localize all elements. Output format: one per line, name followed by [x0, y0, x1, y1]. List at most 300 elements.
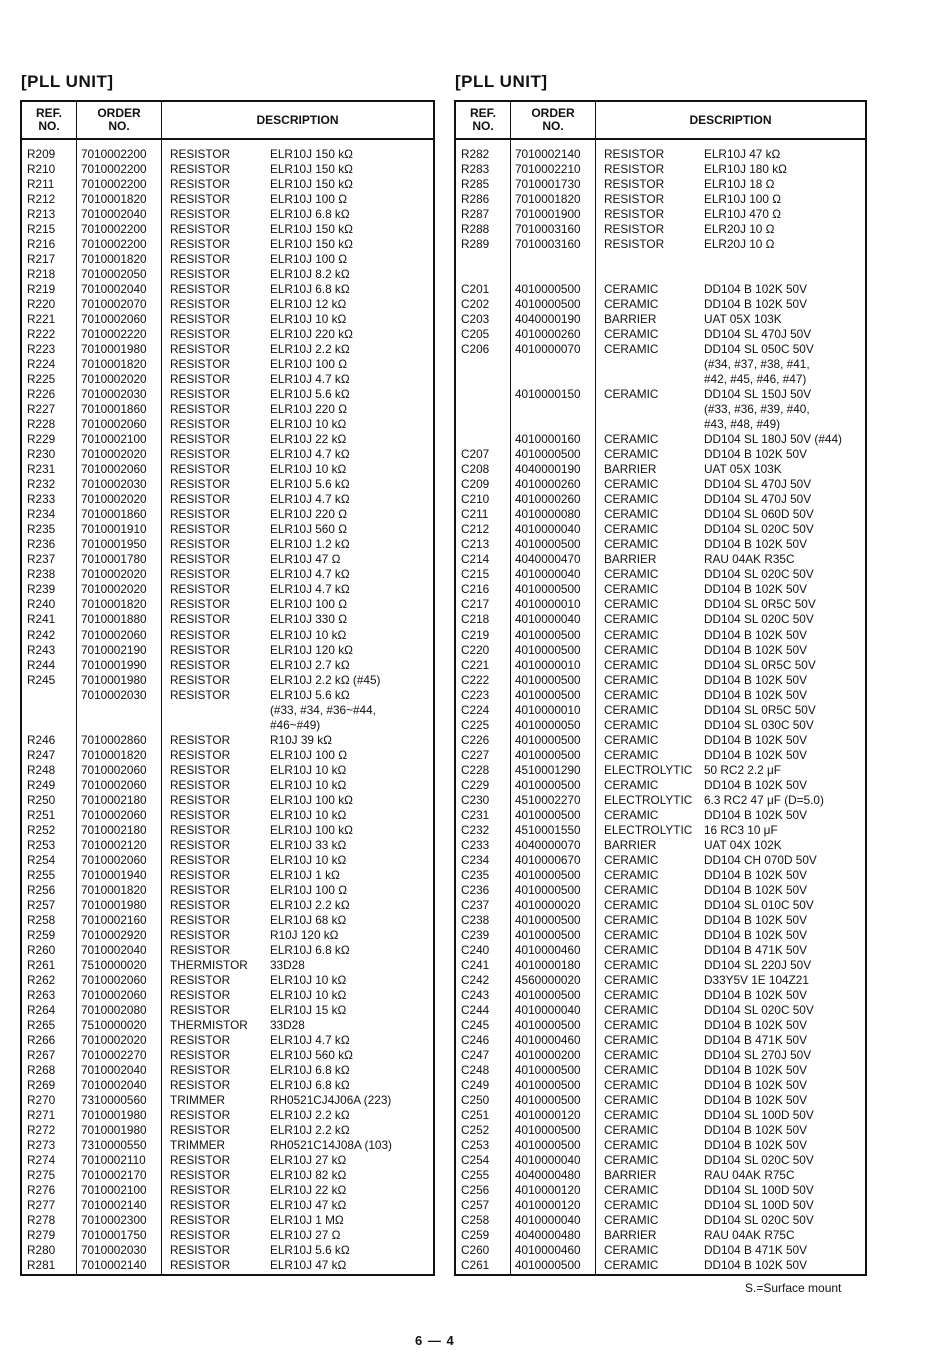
column-divider	[161, 102, 162, 1274]
order-no-cell: 4010000500	[515, 1258, 581, 1273]
table-row	[22, 492, 433, 507]
part-type-cell: CERAMIC	[604, 612, 659, 627]
ref-no-cell: C247	[461, 1047, 490, 1062]
part-type-cell: RESISTOR	[170, 1108, 231, 1122]
part-type-cell: CERAMIC	[604, 927, 659, 942]
part-spec-cell: DD104 SL 020C 50V	[704, 567, 814, 582]
ref-no-cell: R278	[27, 1213, 56, 1228]
part-spec-cell: 33D28	[270, 1017, 305, 1032]
part-type-cell: RESISTOR	[170, 1258, 231, 1273]
part-spec-cell: DD104 CH 070D 50V	[704, 852, 817, 867]
table-row	[456, 1063, 865, 1078]
part-type-cell: RESISTOR	[604, 147, 665, 161]
order-no-cell: 7010002190	[81, 642, 147, 657]
part-type-cell: RESISTOR	[170, 252, 231, 267]
part-type-cell: ELECTROLYTIC	[604, 822, 693, 837]
table-row	[456, 838, 865, 853]
table-row	[456, 1093, 865, 1108]
order-no-cell: 7010002920	[81, 927, 147, 942]
order-no-cell: 4010000040	[515, 522, 581, 537]
part-type-cell: CERAMIC	[604, 777, 659, 792]
part-type-cell: RESISTOR	[170, 432, 231, 447]
part-type-cell: RESISTOR	[170, 762, 231, 777]
part-spec-cell: ELR20J 10 Ω	[704, 237, 775, 252]
table-row	[456, 688, 865, 703]
part-spec-cell: DD104 B 102K 50V	[704, 1138, 807, 1153]
part-type-cell	[596, 372, 700, 387]
ref-no-cell: R247	[27, 747, 56, 762]
table-row	[456, 177, 865, 192]
order-no-cell: 7010001820	[515, 192, 581, 207]
table-header	[456, 102, 865, 140]
part-type-cell: RESISTOR	[604, 222, 665, 237]
table-row	[22, 1108, 433, 1123]
ref-no-cell: C209	[461, 477, 490, 492]
part-spec-cell: ELR10J 2.7 kΩ	[270, 657, 350, 672]
ref-no-cell: R259	[27, 927, 56, 942]
part-type-cell: RESISTOR	[170, 357, 231, 372]
ref-no-cell: R283	[461, 162, 490, 177]
part-spec-cell: DD104 B 102K 50V	[704, 537, 807, 552]
table-row	[456, 462, 865, 477]
order-no-cell: 7010002060	[81, 987, 147, 1002]
part-spec-cell: ELR10J 220 kΩ	[270, 327, 353, 342]
ref-no-cell: C234	[461, 852, 490, 867]
table-row	[456, 312, 865, 327]
part-type-cell: RESISTOR	[170, 1077, 231, 1092]
ref-no-cell: C248	[461, 1062, 490, 1077]
part-spec-cell: ELR10J 220 Ω	[270, 507, 348, 522]
part-spec-cell: 6.3 RC2 47 μF (D=5.0)	[704, 792, 824, 807]
ref-no-cell: R264	[27, 1002, 56, 1017]
table-row	[456, 1018, 865, 1033]
part-type-cell: CERAMIC	[604, 807, 659, 822]
table-row	[456, 1138, 865, 1153]
table-row	[22, 1168, 433, 1183]
part-spec-cell: ELR10J 100 kΩ	[270, 822, 353, 837]
ref-no-cell: C220	[461, 642, 490, 657]
ref-no-cell: C260	[461, 1243, 490, 1258]
ref-no-cell: R215	[27, 222, 56, 237]
part-spec-cell: ELR10J 330 Ω	[270, 612, 348, 627]
column-divider	[595, 102, 596, 1274]
order-no-cell	[511, 372, 596, 387]
order-no-cell: 4010000500	[515, 747, 581, 762]
table-row	[456, 357, 865, 372]
part-spec-cell: DD104 SL 0R5C 50V	[704, 657, 816, 672]
part-type-cell: RESISTOR	[170, 897, 231, 912]
part-spec-cell: ELR10J 10 kΩ	[270, 987, 347, 1002]
table-row	[456, 402, 865, 417]
order-no-cell: 7010002170	[81, 1168, 147, 1183]
part-spec-cell: DD104 SL 010C 50V	[704, 897, 814, 912]
part-type-cell: CERAMIC	[604, 1108, 659, 1122]
table-row	[456, 793, 865, 808]
table-row	[22, 718, 433, 733]
part-type-cell: THERMISTOR	[170, 957, 248, 972]
part-type-cell: CERAMIC	[604, 447, 659, 462]
ref-no-cell: C253	[461, 1138, 490, 1153]
table-row	[456, 643, 865, 658]
ref-no-cell	[456, 402, 511, 417]
ref-no-cell: C256	[461, 1183, 490, 1198]
table-row	[22, 658, 433, 673]
part-type-cell: RESISTOR	[604, 162, 665, 177]
order-no-cell: 7010001980	[81, 1108, 147, 1122]
ref-no-cell: C237	[461, 897, 490, 912]
order-no-cell: 4510002270	[515, 792, 581, 807]
table-row	[22, 402, 433, 417]
order-no-cell: 4010000500	[515, 1123, 581, 1138]
footnote: S.=Surface mount	[745, 1281, 842, 1295]
order-no-cell: 4010000050	[515, 717, 581, 732]
table-row	[22, 462, 433, 477]
table-row	[456, 1228, 865, 1243]
order-no-cell: 4010000070	[515, 342, 581, 357]
order-no-cell: 4010000120	[515, 1198, 581, 1213]
ref-no-cell: C254	[461, 1153, 490, 1168]
part-type-cell	[596, 267, 700, 282]
order-no-cell: 7010001900	[515, 207, 581, 222]
part-spec-cell: DD104 B 102K 50V	[704, 882, 807, 897]
ref-no-cell: C239	[461, 927, 490, 942]
ref-no-cell: R211	[27, 177, 55, 192]
order-no-cell: 4010000500	[515, 732, 581, 747]
order-no-cell: 4010000200	[515, 1047, 581, 1062]
order-no-cell: 7010002030	[81, 687, 147, 702]
part-type-cell: CERAMIC	[604, 717, 659, 732]
part-type-cell: CERAMIC	[604, 1138, 659, 1153]
order-no-cell: 7010002040	[81, 282, 147, 297]
ref-no-cell: R231	[27, 462, 56, 477]
order-no-cell: 4010000500	[515, 582, 581, 597]
part-type-cell: RESISTOR	[170, 1198, 231, 1213]
column-divider	[76, 102, 77, 1274]
ref-no-cell: R279	[27, 1228, 56, 1243]
ref-no-cell: C245	[461, 1017, 490, 1032]
part-spec-cell: 50 RC2 2.2 μF	[704, 762, 781, 777]
order-no-cell: 4010000500	[515, 447, 581, 462]
part-spec-cell: ELR10J 5.6 kΩ	[270, 1243, 350, 1258]
part-type-cell: CERAMIC	[604, 522, 659, 537]
ref-no-cell: R209	[27, 147, 56, 161]
ref-no-cell: R238	[27, 567, 56, 582]
part-spec-cell: DD104 B 102K 50V	[704, 687, 807, 702]
part-type-cell: RESISTOR	[170, 327, 231, 342]
order-no-cell: 4010000500	[515, 627, 581, 642]
order-no-cell: 7010001820	[81, 597, 147, 612]
order-no-cell: 7010001730	[515, 177, 581, 192]
part-spec-cell: DD104 SL 050C 50V	[704, 342, 814, 357]
table-row	[456, 522, 865, 537]
part-spec-cell: ELR10J 8.2 kΩ	[270, 267, 350, 282]
table-row	[456, 582, 865, 597]
table-row	[456, 763, 865, 778]
ref-no-cell: R246	[27, 732, 56, 747]
part-spec-cell: ELR10J 4.7 kΩ	[270, 372, 350, 387]
part-spec-cell: UAT 05X 103K	[704, 462, 782, 477]
header-description: DESCRIPTION	[256, 112, 339, 127]
order-no-cell: 7010001980	[81, 897, 147, 912]
order-no-cell: 4010000040	[515, 1153, 581, 1168]
ref-no-cell: R236	[27, 537, 56, 552]
order-no-cell: 4010000040	[515, 1002, 581, 1017]
part-spec-cell: UAT 05X 103K	[704, 312, 782, 327]
ref-no-cell: R268	[27, 1062, 56, 1077]
part-type-cell: RESISTOR	[170, 1002, 231, 1017]
order-no-cell: 7010002200	[81, 177, 147, 192]
part-spec-cell: ELR10J 15 kΩ	[270, 1002, 347, 1017]
part-spec-cell: #46~#49)	[270, 717, 321, 732]
ref-no-cell: C210	[461, 492, 490, 507]
part-spec-cell: DD104 SL 470J 50V	[704, 477, 812, 492]
ref-no-cell: C213	[461, 537, 490, 552]
ref-no-cell: C221	[461, 657, 490, 672]
table-row	[22, 477, 433, 492]
ref-no-cell: R287	[461, 207, 490, 222]
part-spec-cell: ELR10J 47 kΩ	[270, 1198, 347, 1213]
part-type-cell	[596, 417, 700, 432]
part-spec-cell: ELR10J 5.6 kΩ	[270, 387, 350, 402]
part-spec-cell	[700, 267, 865, 282]
table-row	[456, 447, 865, 462]
part-type-cell: RESISTOR	[170, 882, 231, 897]
table-row	[22, 297, 433, 312]
order-no-cell: 7010002180	[81, 822, 147, 837]
part-spec-cell: DD104 B 102K 50V	[704, 1062, 807, 1077]
table-row	[22, 1063, 433, 1078]
order-no-cell: 7510000020	[81, 957, 147, 972]
part-type-cell: RESISTOR	[170, 1032, 231, 1047]
part-type-cell: RESISTOR	[170, 867, 231, 882]
order-no-cell: 4010000500	[515, 987, 581, 1002]
part-type-cell: RESISTOR	[170, 297, 231, 312]
table-row	[456, 1123, 865, 1138]
right-section-title: [PLL UNIT]	[455, 72, 548, 91]
ref-no-cell: C240	[461, 942, 490, 957]
table-row	[456, 162, 865, 177]
part-type-cell: CERAMIC	[604, 687, 659, 702]
ref-no-cell: R263	[27, 987, 56, 1002]
part-spec-cell: (#33, #34, #36~#44,	[270, 702, 376, 717]
table-row	[22, 1183, 433, 1198]
order-no-cell: 7310000560	[81, 1092, 147, 1107]
part-spec-cell: DD104 B 102K 50V	[704, 927, 807, 942]
part-spec-cell: ELR10J 10 kΩ	[270, 762, 347, 777]
part-spec-cell: ELR10J 5.6 kΩ	[270, 687, 350, 702]
ref-no-cell	[22, 718, 77, 733]
part-type-cell: CERAMIC	[604, 1002, 659, 1017]
order-no-cell: 7010001940	[81, 867, 147, 882]
part-type-cell: RESISTOR	[170, 612, 231, 627]
part-spec-cell: ELR10J 10 kΩ	[270, 627, 347, 642]
order-no-cell: 7010002200	[81, 237, 147, 252]
part-type-cell	[162, 718, 266, 733]
order-no-cell: 4010000500	[515, 282, 581, 297]
table-row	[456, 673, 865, 688]
part-type-cell: CERAMIC	[604, 1123, 659, 1138]
ref-no-cell: C243	[461, 987, 490, 1002]
table-row	[22, 958, 433, 973]
ref-no-cell: C251	[461, 1108, 490, 1122]
table-row	[456, 628, 865, 643]
part-type-cell: CERAMIC	[604, 1258, 659, 1273]
ref-no-cell: C232	[461, 822, 490, 837]
ref-no-cell: R223	[27, 342, 56, 357]
column-divider	[510, 102, 511, 1274]
order-no-cell: 7010002060	[81, 777, 147, 792]
table-row	[22, 1048, 433, 1063]
table-row	[22, 1198, 433, 1213]
part-spec-cell: DD104 SL 470J 50V	[704, 327, 812, 342]
page-number: 6 — 4	[415, 1333, 455, 1348]
order-no-cell: 4010000080	[515, 507, 581, 522]
table-row	[22, 207, 433, 222]
ref-no-cell: C249	[461, 1077, 490, 1092]
table-row	[456, 507, 865, 522]
ref-no-cell: C216	[461, 582, 490, 597]
order-no-cell: 7010001950	[81, 537, 147, 552]
order-no-cell: 7010002200	[81, 162, 147, 177]
table-row	[456, 252, 865, 267]
order-no-cell: 4010000500	[515, 1077, 581, 1092]
ref-no-cell: C205	[461, 327, 490, 342]
table-row	[22, 913, 433, 928]
ref-no-cell: C224	[461, 702, 490, 717]
ref-no-cell: C259	[461, 1228, 490, 1243]
ref-no-cell: C250	[461, 1092, 490, 1107]
part-type-cell: BARRIER	[604, 552, 657, 567]
part-spec-cell: ELR10J 4.7 kΩ	[270, 582, 350, 597]
ref-no-cell: R218	[27, 267, 56, 282]
table-row	[22, 1123, 433, 1138]
order-no-cell	[77, 718, 162, 733]
part-spec-cell: ELR10J 10 kΩ	[270, 972, 347, 987]
table-row	[22, 1243, 433, 1258]
table-row	[456, 282, 865, 297]
part-type-cell: RESISTOR	[170, 567, 231, 582]
ref-no-cell: C235	[461, 867, 490, 882]
part-type-cell: RESISTOR	[170, 222, 231, 237]
order-no-cell: 7010001820	[81, 747, 147, 762]
header-order-no: ORDER NO.	[511, 102, 596, 138]
part-type-cell: RESISTOR	[170, 1168, 231, 1183]
ref-no-cell: C241	[461, 957, 490, 972]
order-no-cell: 7010001780	[81, 552, 147, 567]
table-row	[22, 357, 433, 372]
part-type-cell: CERAMIC	[604, 342, 659, 357]
table-row	[22, 1213, 433, 1228]
order-no-cell: 4010000120	[515, 1183, 581, 1198]
part-spec-cell: DD104 B 102K 50V	[704, 642, 807, 657]
part-type-cell: CERAMIC	[604, 987, 659, 1002]
part-spec-cell: ELR10J 1.2 kΩ	[270, 537, 350, 552]
part-spec-cell: ELR10J 100 Ω	[270, 597, 348, 612]
part-type-cell: RESISTOR	[170, 912, 231, 927]
part-type-cell	[162, 703, 266, 718]
table-row	[22, 267, 433, 282]
order-no-cell: 4010000010	[515, 597, 581, 612]
order-no-cell: 7010001820	[81, 252, 147, 267]
part-spec-cell: DD104 B 102K 50V	[704, 1017, 807, 1032]
part-type-cell	[596, 357, 700, 372]
ref-no-cell: R217	[27, 252, 56, 267]
part-spec-cell: DD104 B 102K 50V	[704, 1258, 807, 1273]
part-type-cell: RESISTOR	[170, 312, 231, 327]
table-row	[22, 252, 433, 267]
table-row	[22, 688, 433, 703]
part-spec-cell: DD104 B 102K 50V	[704, 987, 807, 1002]
order-no-cell: 4010000500	[515, 807, 581, 822]
order-no-cell: 4010000040	[515, 567, 581, 582]
ref-no-cell: C202	[461, 297, 490, 312]
table-row	[456, 853, 865, 868]
table-row	[456, 1243, 865, 1258]
table-row	[22, 147, 433, 162]
part-spec-cell: DD104 SL 100D 50V	[704, 1183, 814, 1198]
order-no-cell: 7010002080	[81, 1002, 147, 1017]
part-type-cell: RESISTOR	[170, 747, 231, 762]
part-type-cell: RESISTOR	[604, 192, 665, 207]
order-no-cell: 7010002060	[81, 807, 147, 822]
ref-no-cell: R275	[27, 1168, 56, 1183]
part-spec-cell: DD104 SL 060D 50V	[704, 507, 814, 522]
part-spec-cell: DD104 SL 020C 50V	[704, 522, 814, 537]
table-row	[456, 432, 865, 447]
ref-no-cell: R232	[27, 477, 56, 492]
part-type-cell: CERAMIC	[604, 1017, 659, 1032]
part-spec-cell: ELR10J 470 Ω	[704, 207, 782, 222]
order-no-cell: 7010002020	[81, 582, 147, 597]
order-no-cell: 4010000010	[515, 657, 581, 672]
ref-no-cell: R274	[27, 1153, 56, 1168]
table-row	[456, 1258, 865, 1273]
ref-no-cell: R235	[27, 522, 56, 537]
part-spec-cell: ELR10J 220 Ω	[270, 402, 348, 417]
ref-no-cell: R270	[27, 1092, 56, 1107]
part-type-cell: BARRIER	[604, 462, 657, 477]
part-type-cell: CERAMIC	[604, 912, 659, 927]
order-no-cell: 7010003160	[515, 237, 581, 252]
ref-no-cell: R212	[27, 192, 56, 207]
part-spec-cell: DD104 B 102K 50V	[704, 912, 807, 927]
ref-no-cell: R276	[27, 1183, 56, 1198]
part-type-cell: TRIMMER	[170, 1138, 226, 1153]
order-no-cell: 7010001980	[81, 1123, 147, 1138]
ref-no-cell: R229	[27, 432, 56, 447]
order-no-cell: 4010000460	[515, 1032, 581, 1047]
part-type-cell: CERAMIC	[604, 957, 659, 972]
ref-no-cell: R243	[27, 642, 56, 657]
table-row	[456, 973, 865, 988]
ref-no-cell: R237	[27, 552, 56, 567]
left-parts-table	[20, 100, 435, 1276]
ref-no-cell	[22, 703, 77, 718]
part-spec-cell: #43, #48, #49)	[704, 417, 781, 432]
ref-no-cell: R241	[27, 612, 56, 627]
part-type-cell: RESISTOR	[170, 687, 231, 702]
table-row	[456, 808, 865, 823]
ref-no-cell: R230	[27, 447, 56, 462]
part-spec-cell: DD104 SL 020C 50V	[704, 1213, 814, 1228]
ref-no-cell: C223	[461, 687, 490, 702]
order-no-cell: 4040000190	[515, 312, 581, 327]
order-no-cell: 7010002140	[81, 1258, 147, 1273]
part-spec-cell: DD104 SL 470J 50V	[704, 492, 812, 507]
table-row	[22, 1228, 433, 1243]
part-type-cell: RESISTOR	[170, 972, 231, 987]
part-type-cell: CERAMIC	[604, 867, 659, 882]
